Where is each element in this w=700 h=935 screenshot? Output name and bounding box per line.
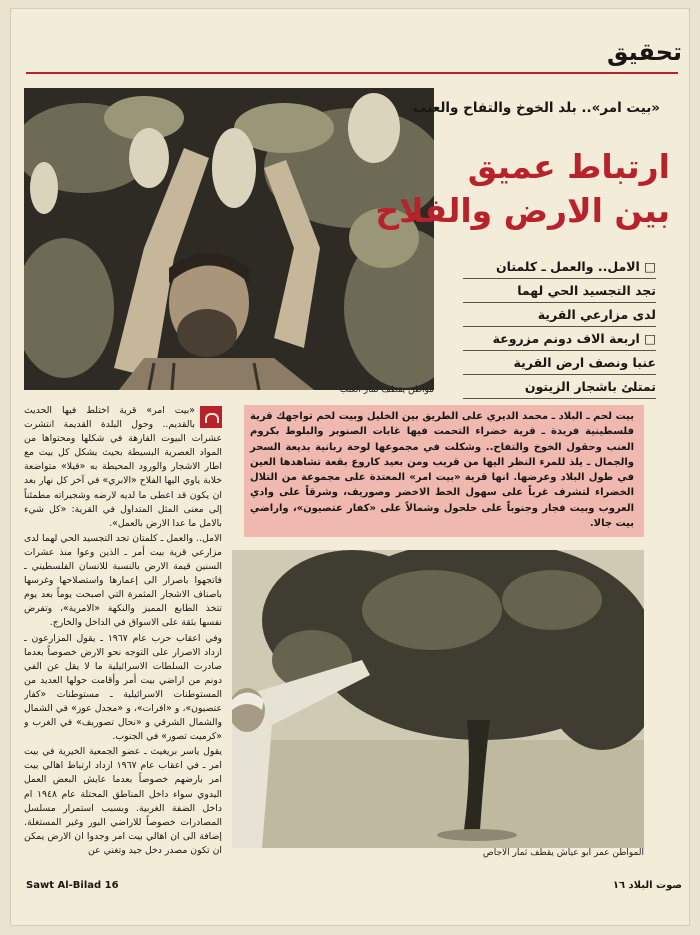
kicker: «بيت امر».. بلد الخوخ والتفاح والعنب: [412, 100, 660, 116]
body-paragraph: «بيت امر» قرية اختلط فيها الحديث بالقديم.. وحول البلدة القديمة انتشرت عشرات البيوت الفارهة في شكلها ومحتواها من المواد العصرية البسيطة بحيث يشكل كل بيت مع اطار الاشجار والورود المحيطة به «فيلا» متواضعة خلابة ياوي اليها الفلاح «الابري» في آخر كل نهار بعد ان يكون قد اعطى ما لديه لارضه وشجيراته مطمئناً إلى معنى المثل المتداول في القرية: «كل شيء بالامل ما عدا الارض بالعمل».: [24, 405, 222, 529]
header-rule: [26, 72, 678, 74]
photo1-caption: مواطن يقطف ثمار العنب: [339, 385, 434, 395]
section-mark-icon: [200, 406, 222, 428]
section-tag: تحقيق: [606, 38, 682, 66]
bullet-line: □ اربعة الاف دونم مزروعة: [463, 327, 656, 351]
bullet-line: تجد التجسيد الحي لهما: [463, 279, 656, 303]
intro-box: [244, 405, 644, 537]
body-paragraph: يقول ياسر بريغيث ـ عضو الجمعية الخيرية في بيت امر ـ في اعقاب عام ١٩٦٧ ازداد ارتباط اهالي بيت امر بارضهم خصوصاً بعدما عايش البعض العمل اليدوي سواء داخل المناطق المحتلة عام ١٩٤٨ ام داخل الضفة الغربية. وبسبب استمرار مسلسل المصادرات خصوصاً للاراضي البور وغير المستغلة. إضافة الى ان اهالي بيت امر وجدوا ان الارض يمكن ان تكون مصدر دخل جيد وتغني عن: [24, 746, 222, 856]
highlight-bullets: [463, 255, 656, 399]
body-paragraph: الامل.. والعمل ـ كلمتان تجد التجسيد الحي لهما لدى مزارعي قرية بيت أمر ـ الذين وعوا منذ عشرات السنين قيمة الارض بالنسبة للانسان الفلسطيني ـ فاتجهوا باصرار الى إعمارها واستصلاحها وغرسها باصناف الاشجار المثمرة التي اصبحت يوماً بعد يوم تتخذ الطابع المميز والنكهة «الامرية»، وتفرض نفسها بثقة على الاسواق في الداخل والخارج.: [24, 532, 222, 629]
footer-right: صوت البلاد ١٦: [612, 880, 682, 891]
body-paragraph: وفي اعقاب حرب عام ١٩٦٧ ـ يقول المزارعون ـ ازداد الاصرار على التوجه نحو الارض خصوصاً بعدما صادرت السلطات الاسرائيلية ما لا يقل عن الفي دونم من اراضي بيت أمر وأقامت حولها العديد من المستوطنات الاسرائيلية ـ مستوطنات «كفار عتصيون»، و «افرات»، و «مجدل عوز» في الشمال والشمال الشرقي و «نحال تصوريف» في الغرب و «كرميت تصور» في الجنوب.: [24, 632, 222, 743]
photo-pear-picker: [232, 550, 644, 848]
photo2-caption: المواطن عمر ابو عياش يقطف ثمار الاجاص: [482, 848, 644, 858]
body-column: [24, 404, 222, 882]
bullet-line: لدى مزارعي القرية: [463, 303, 656, 327]
bullet-line: تمتلئ باشجار الزيتون: [463, 375, 656, 399]
footer-left: Sawt Al-Bilad 16: [26, 880, 119, 891]
bullet-line: □ الامل.. والعمل ـ كلمتان: [463, 255, 656, 279]
intro-text: بيت لحم ـ البلاد ـ محمد الديري على الطريق بين الخليل وبيت لحم تواجهك قرية فلسطينية فريدة ـ قرية خضراء التحمت فيها غابات الصنوبر والبلوط بكروم العنب وحقول الخوخ والتفاح.. وشكلت في مجموعها لوحة ربانية بديعة السحر والجمال ـ يلذ للمرء النظر اليها من قريب ومن بعيد كاروع بقعة تشاهدها العين في طول البلاد وعرضها. انها قرية «بيت امر» المعتدة على مجموعة من التلال الخضراء لتشرف غرباً على سهول الخط الاخضر وصوريف، وشرقاً على وادي العروب وبيت فجار وجنوباً على حلحول وشمالاً على «كفار عتصيون»، واراضي بيت جالا.: [250, 411, 634, 530]
headline: [375, 145, 670, 233]
bullet-line: عنبا ونصف ارض القرية: [463, 351, 656, 375]
headline-line-2: بين الارض والفلاح: [375, 191, 670, 230]
photo-grape-picker: [24, 88, 434, 390]
headline-line-1: ارتباط عميق: [467, 147, 670, 186]
